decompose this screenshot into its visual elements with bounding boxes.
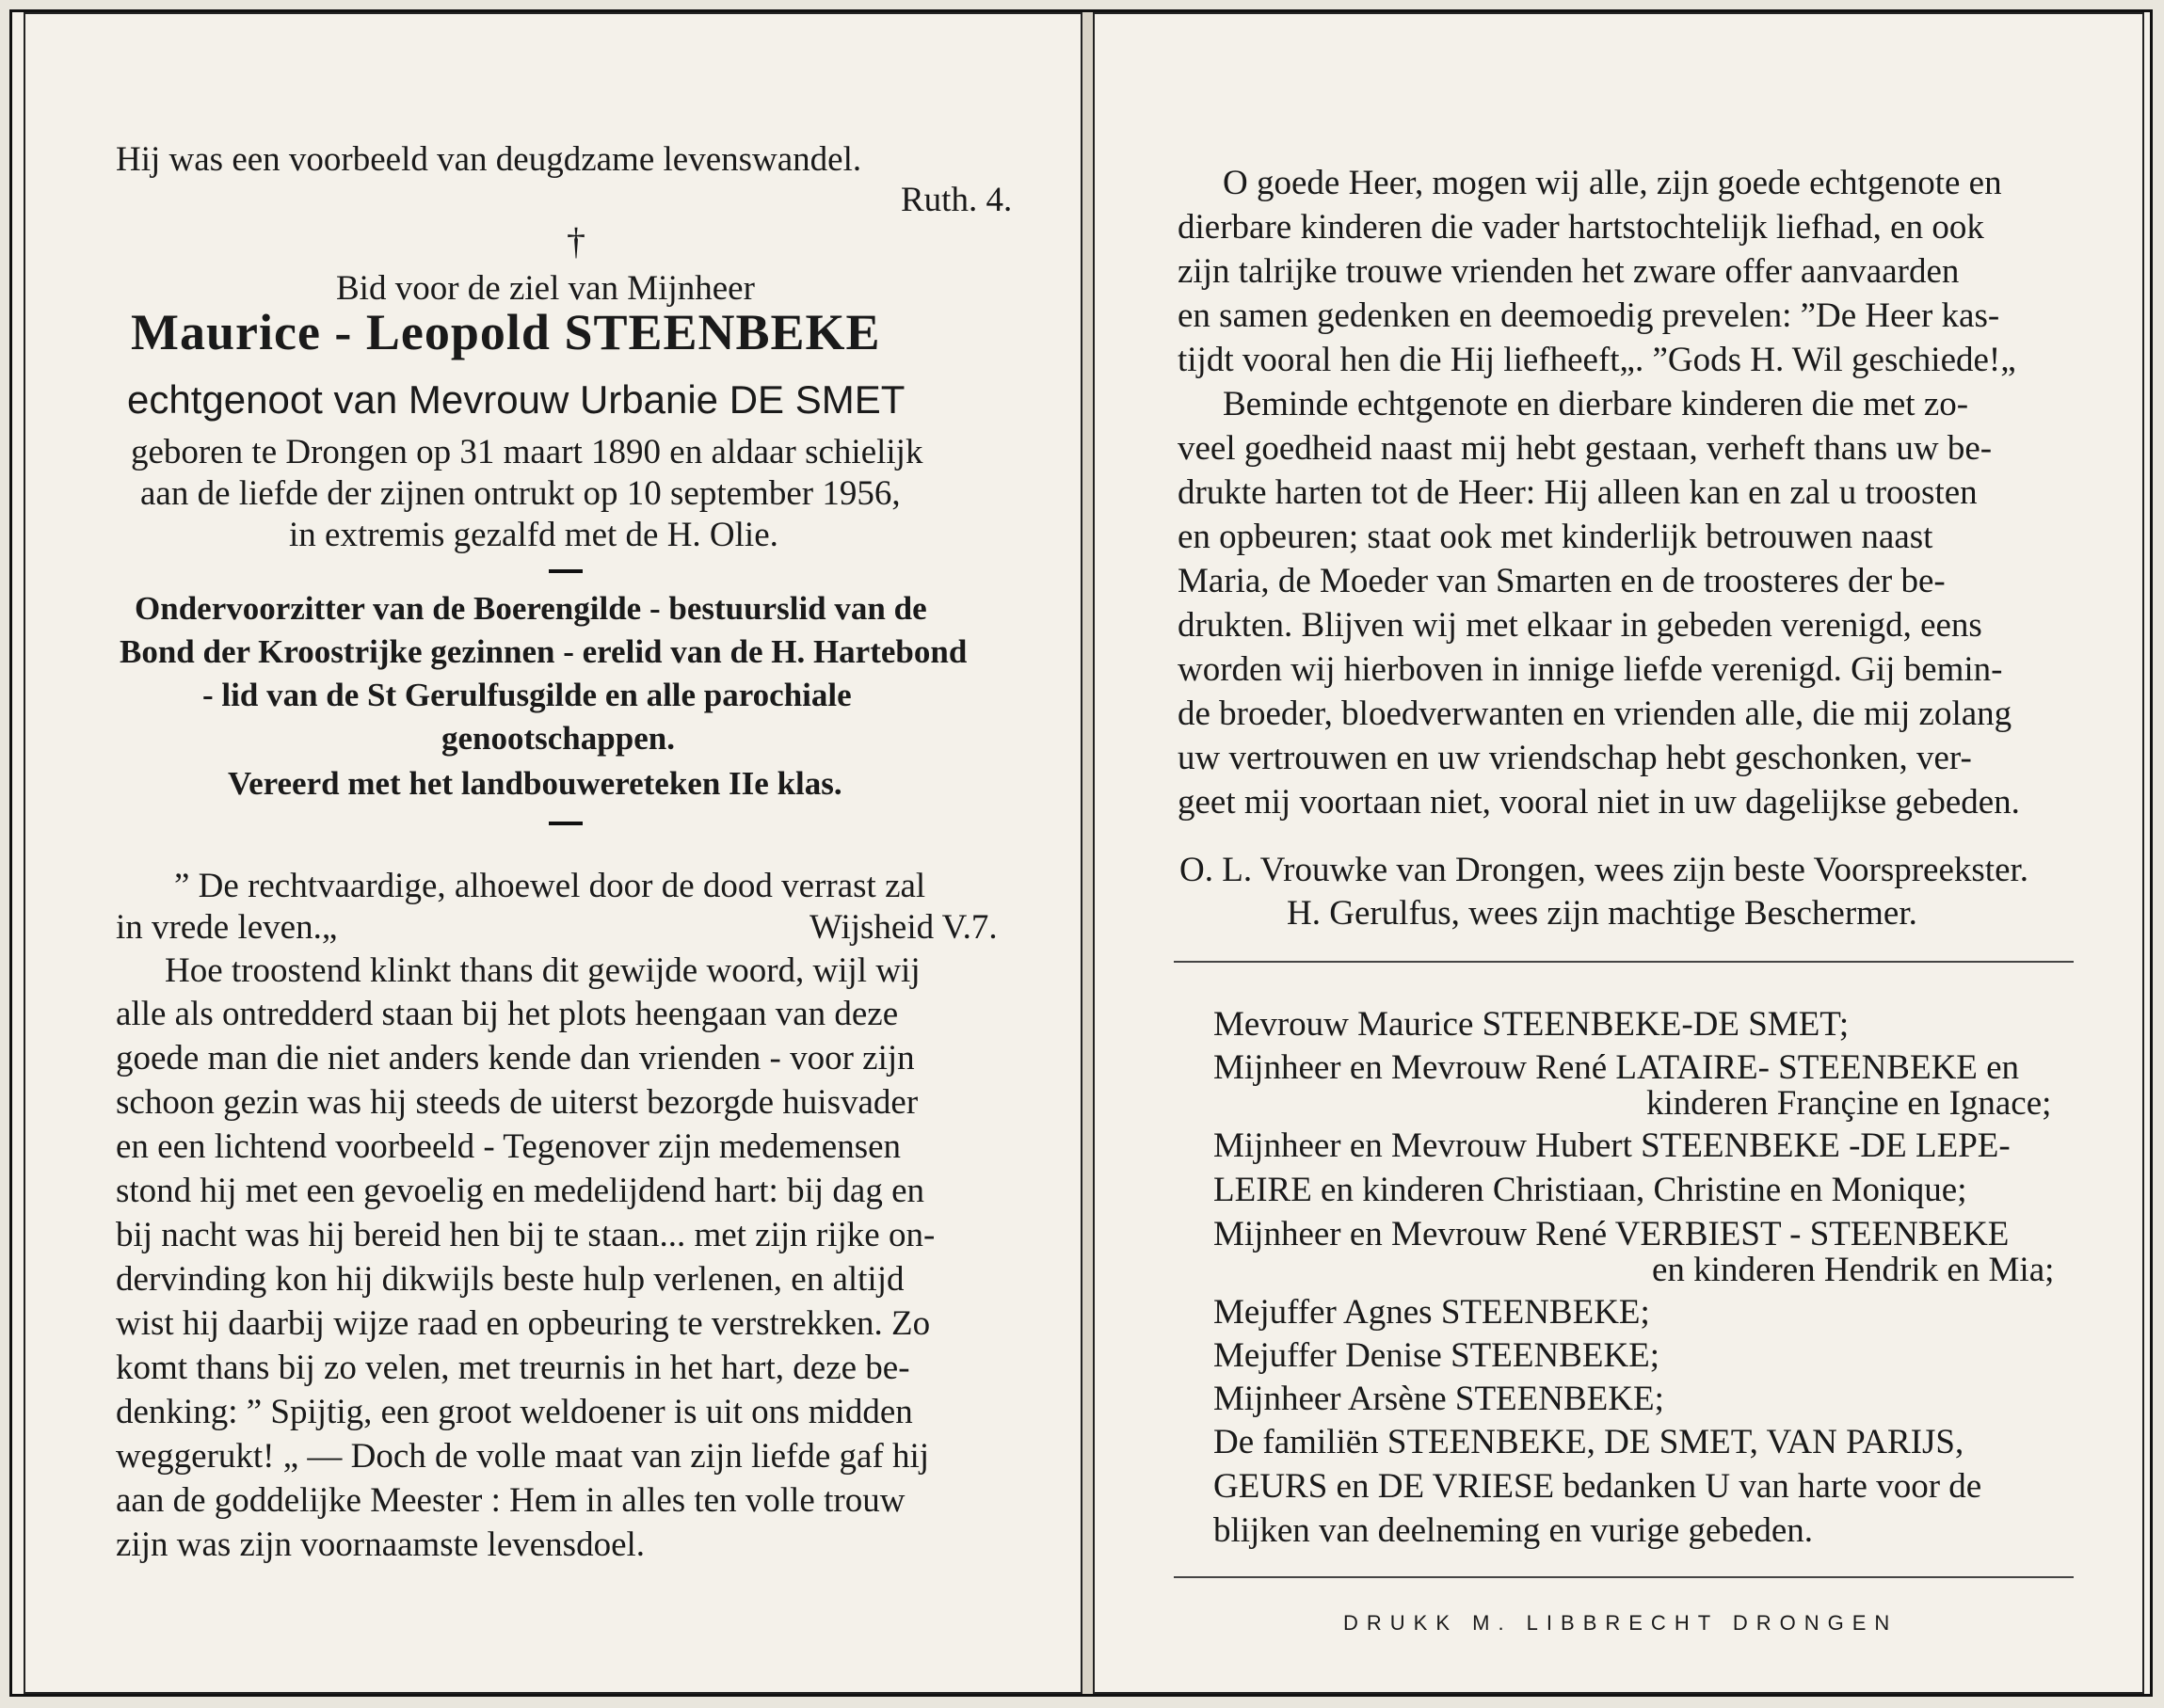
left-page (24, 12, 1082, 1694)
family-line: kinderen Françine en Ignace; (1646, 1084, 2052, 1123)
titles-line: - lid van de St Gerulfusgilde en alle parochiale (202, 677, 852, 713)
right-page (1093, 12, 2144, 1694)
body-line: dervinding kon hij dikwijls beste hulp verlenen, en altijd (116, 1260, 905, 1299)
prayer-line: Maria, de Moeder van Smarten en de troosteres der be- (1178, 562, 1946, 600)
prayer-line: drukten. Blijven wij met elkaar in gebeden verenigd, eens (1178, 606, 1982, 645)
body-line: komt thans bij zo velen, met treurnis in het hart, deze be- (116, 1349, 910, 1387)
deceased-name: Maurice - Leopold STEENBEKE (131, 304, 881, 360)
body-line: weggerukt! „ — Doch de volle maat van zijn liefde gaf hij (116, 1437, 930, 1476)
titles-line: Ondervoorzitter van de Boerengilde - bestuurslid van de (135, 590, 927, 627)
prayer-line: de broeder, bloedverwanten en vrienden alle, die mij zolang (1178, 694, 2012, 733)
epigraph: Hij was een voorbeeld van deugdzame levenswandel. (116, 140, 862, 179)
separator-rule (1174, 1576, 2074, 1578)
epigraph-reference: Ruth. 4. (901, 181, 1013, 219)
body-line: aan de goddelijke Meester : Hem in alles ten volle trouw (116, 1481, 906, 1520)
memorial-card (9, 9, 2153, 1697)
titles-line: Vereerd met het landbouwereteken IIe klas. (228, 765, 842, 802)
family-line: Mijnheer en Mevrouw René LATAIRE- STEENBEKE en (1213, 1048, 2020, 1087)
prayer-line: tijdt vooral hen die Hij liefheeft„. ”Gods H. Wil geschiede!„ (1178, 341, 2016, 379)
prayer-line: Beminde echtgenote en dierbare kinderen die met zo- (1223, 385, 1969, 423)
prayer-line: worden wij hierboven in innige liefde verenigd. Gij bemin- (1178, 650, 2003, 689)
prayer-line: dierbare kinderen die vader hartstochtelijk liefhad, en ook (1178, 208, 1984, 247)
prayer-line: veel goedheid naast mij hebt gestaan, verheft thans uw be- (1178, 429, 1993, 468)
titles-line: Bond der Kroostrijke gezinnen - erelid van de H. Hartebond (120, 633, 968, 670)
quote-line: ” De rechtvaardige, alhoewel door de dood verrast zal (174, 867, 926, 905)
prayer-line: O goede Heer, mogen wij alle, zijn goede echtgenote en (1223, 164, 2002, 202)
separator-rule (1174, 961, 2074, 963)
family-line: De familiën STEENBEKE, DE SMET, VAN PARIJS, (1213, 1423, 1964, 1461)
cross-icon: † (567, 220, 585, 263)
family-line: LEIRE en kinderen Christiaan, Christine en Monique; (1213, 1171, 1967, 1209)
quote-reference: Wijsheid V.7. (809, 908, 998, 947)
invocation-line: H. Gerulfus, wees zijn machtige Beschermer. (1287, 894, 1917, 933)
body-line: alle als ontredderd staan bij het plots heengaan van deze (116, 995, 899, 1033)
divider (549, 822, 583, 825)
family-line: blijken van deelneming en vurige gebeden. (1213, 1511, 1814, 1550)
quote-line: in vrede leven.„ (116, 908, 338, 947)
spouse-line: echtgenoot van Mevrouw Urbanie DE SMET (127, 377, 906, 422)
prayer-line: drukte harten tot de Heer: Hij alleen kan en zal u troosten (1178, 473, 1978, 512)
prayer-line: uw vertrouwen en uw vriendschap hebt geschonken, ver- (1178, 739, 1972, 777)
invocation-line: O. L. Vrouwke van Drongen, wees zijn beste Voorspreekster. (1179, 851, 2029, 889)
body-line: bij nacht was hij bereid hen bij te staan... met zijn rijke on- (116, 1216, 936, 1254)
family-line: Mijnheer en Mevrouw René VERBIEST - STEENBEKE (1213, 1215, 2010, 1253)
prayer-line: geet mij voortaan niet, vooral niet in uw dagelijkse gebeden. (1178, 783, 2020, 822)
family-line: Mijnheer Arsène STEENBEKE; (1213, 1380, 1664, 1418)
body-line: stond hij met een gevoelig en medelijdend hart: bij dag en (116, 1172, 924, 1210)
bio-line: geboren te Drongen op 31 maart 1890 en aldaar schielijk (131, 433, 923, 471)
body-line: Hoe troostend klinkt thans dit gewijde woord, wijl wij (165, 951, 921, 990)
prayer-line: en samen gedenken en deemoedig prevelen: ”De Heer kas- (1178, 296, 2000, 335)
body-line: zijn was zijn voornaamste levensdoel. (116, 1525, 646, 1564)
bio-line: in extremis gezalfd met de H. Olie. (289, 516, 778, 554)
body-line: en een lichtend voorbeeld - Tegenover zijn medemensen (116, 1127, 902, 1166)
bio-line: aan de liefde der zijnen ontrukt op 10 september 1956, (140, 474, 901, 513)
family-line: en kinderen Hendrik en Mia; (1652, 1251, 2055, 1289)
prayer-line: zijn talrijke trouwe vrienden het zware offer aanvaarden (1178, 252, 1960, 291)
family-line: Mejuffer Agnes STEENBEKE; (1213, 1293, 1650, 1332)
printer-imprint: DRUKK M. LIBBRECHT DRONGEN (1343, 1611, 1899, 1635)
prayer-line: en opbeuren; staat ook met kinderlijk betrouwen naast (1178, 518, 1933, 556)
family-line: Mejuffer Denise STEENBEKE; (1213, 1336, 1660, 1375)
card-fold (1082, 12, 1093, 1694)
body-line: denking: ” Spijtig, een groot weldoener is uit ons midden (116, 1393, 913, 1431)
body-line: goede man die niet anders kende dan vrienden - voor zijn (116, 1039, 915, 1077)
intro-line: Bid voor de ziel van Mijnheer (336, 269, 755, 308)
family-line: Mijnheer en Mevrouw Hubert STEENBEKE -DE LEPE- (1213, 1126, 2011, 1165)
divider (549, 569, 583, 573)
body-line: schoon gezin was hij steeds de uiterst bezorgde huisvader (116, 1083, 919, 1122)
family-line: GEURS en DE VRIESE bedanken U van harte voor de (1213, 1467, 1982, 1506)
body-line: wist hij daarbij wijze raad en opbeuring te verstrekken. Zo (116, 1304, 931, 1343)
family-line: Mevrouw Maurice STEENBEKE-DE SMET; (1213, 1005, 1850, 1044)
titles-line: genootschappen. (441, 720, 675, 757)
